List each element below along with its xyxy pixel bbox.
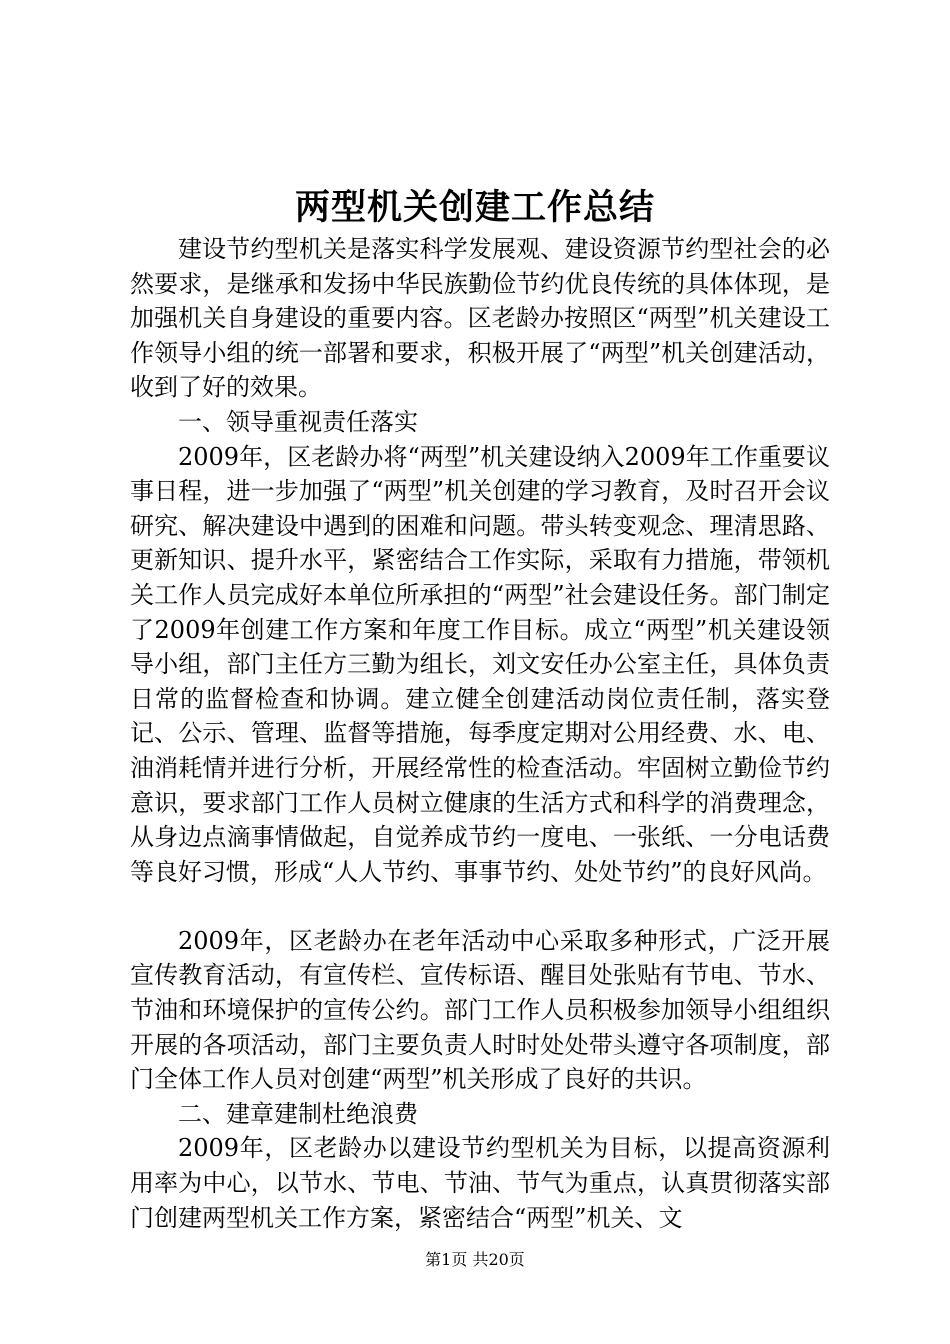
page-title: 两型机关创建工作总结: [294, 187, 655, 228]
body-paragraph: 2009年，区老龄办在老年活动中心采取多种形式，广泛开展宣传教育活动，有宣传栏、宣传标语、醒目处张贴有节电、节水、节油和环境保护的宣传公约。部门工作人员积极参加领导小组组织开展的各项活动，部门主要负责人时时处处带头遵守各项制度，部门全体工作人员对创建“两型”机关形成了良好的共识。: [130, 926, 830, 1094]
body-paragraph: 2009年，区老龄办以建设节约型机关为目标，以提高资源利用率为中心，以节水、节电、节油、节气为重点，认真贯彻落实部门创建两型机关工作方案，紧密结合“两型”机关、文: [130, 1134, 830, 1232]
section-heading-1: 一、领导重视责任落实: [178, 407, 418, 436]
section-heading-2: 二、建章建制杜绝浪费: [178, 1099, 418, 1128]
body-paragraph: 2009年，区老龄办将“两型”机关建设纳入2009年工作重要议事日程，进一步加强了“两型”机关创建的学习教育，及时召开会议研究、解决建设中遇到的困难和问题。带头转变观念、理清思路、更新知识、提升水平，紧密结合工作实际，采取有力措施，带领机关工作人员完成好本单位所承担的“两型”社会建设任务。部门制定了2009年创建工作方案和年度工作目标。成立“两型”机关建设领导小组，部门主任方三勤为组长，刘文安任办公室主任，具体负责日常的监督检查和协调。建立健全创建活动岗位责任制，落实登记、公示、管理、监督等措施，每季度定期对公用经费、水、电、油消耗情并进行分析，开展经常性的检查活动。牢固树立勤俭节约意识，要求部门工作人员树立健康的生活方式和科学的消费理念，从身边点滴事情做起，自觉养成节约一度电、一张纸、一分电话费等良好习惯，形成“人人节约、事事节约、处处节约”的良好风尚。: [130, 442, 830, 886]
page-footer: 第1页 共20页: [425, 1250, 525, 1269]
document-body: [130, 232, 830, 1235]
intro-paragraph: 建设节约型机关是落实科学发展观、建设资源节约型社会的必然要求，是继承和发扬中华民族勤俭节约优良传统的具体体现，是加强机关自身建设的重要内容。区老龄办按照区“两型”机关建设工作领导小组的统一部署和要求，积极开展了“两型”机关创建活动，收到了好的效果。: [130, 235, 830, 402]
